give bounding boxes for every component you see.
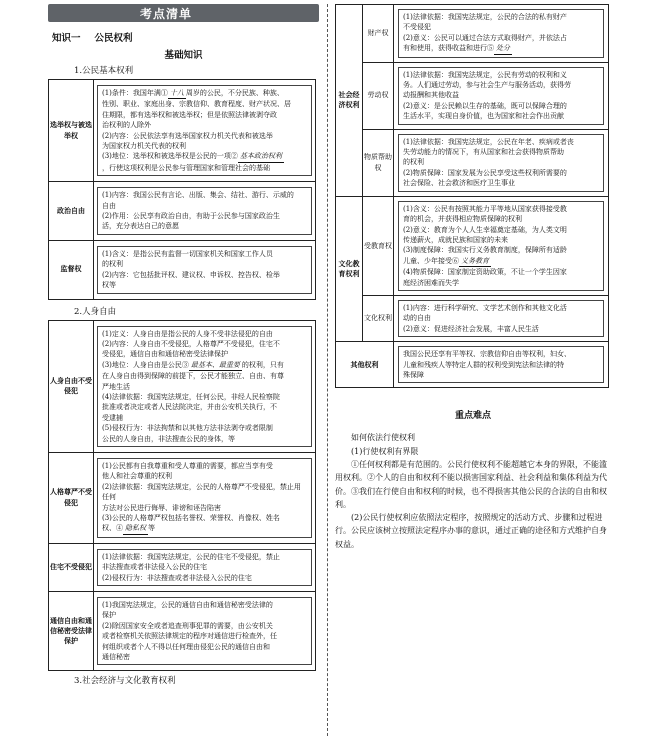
left-column [48,4,319,689]
rights-table [335,4,609,388]
content-line: 传递薪火，成就民族和国家的未来 [403,235,508,244]
content-line: (2)意义：是公民赖以生存的基础，既可以保障合理的 [403,101,567,110]
content-line: (1)法律依据：我国宪法规定，公民在年老、疾病或者丧 [403,137,574,146]
row-content [94,452,316,543]
content-line [102,360,307,371]
sub-category: 劳动权 [363,62,394,129]
content-line: 活，充分表达自己的意愿 [102,222,179,231]
sub-category: 文化权利 [363,295,394,341]
line-text: 的权利，只有 [241,360,284,369]
content-line: (2)内容：它包括批评权、建议权、申诉权、控告权、检举 [102,270,280,279]
content-line: 治权利的人除外 [102,121,151,130]
content-line: 他人和社会尊重的权利 [102,472,172,481]
table-row [336,196,609,295]
content-line: (4)物质保障：国家制定资助政策，不让一个学生因家 [403,268,567,277]
row-category: 通信自由和通信秘密受法律保护 [49,592,94,671]
content-line: 公民的人身自由，非法搜查公民的身体，等 [102,434,235,443]
content-box [97,549,312,586]
content-line: (5)侵权行为：非法拘禁和以其他方法非法剥夺或者限制 [102,424,273,433]
content-line: (2)意义：促进经济社会发展，丰富人民生活 [403,324,539,333]
row-category: 其他权利 [336,342,394,388]
content-line: 的权利 [102,260,123,269]
row-content [394,196,609,295]
section1-title: 1.公民基本权利 [74,66,134,76]
content-line: (3)制度保障：我国实行义务教育制度，保障所有适龄 [403,246,567,255]
row-category: 政治自由 [49,182,94,241]
table-row [49,543,316,591]
paragraph: ①任何权利都是有范围的。公民行使权利不能超越它本身的界限，不能滥用权利。②个人的自由和权利不能以损害国家利益、社会利益和集体利益为代价。③我们在行使自由和权利的时候，也不得损害其他公民的合法的自由和权利。 [335,459,607,509]
content-box [398,134,604,192]
content-box [97,597,312,665]
section2-table [48,320,316,672]
content-line: 方法对公民进行侮辱、诽谤和诬告陷害 [102,503,221,512]
content-box [97,326,312,447]
content-line: 庭经济困难而失学 [403,278,459,287]
row-category: 人身自由不受侵犯 [49,320,94,452]
knowledge-label: 知识一 [52,33,81,44]
row-content [394,342,609,388]
content-line: 保护 [102,611,116,620]
content-line: (1)内容：我国公民有言论、出版、集会、结社、游行、示威的 [102,191,294,200]
key-points-title: 重点难点 [454,411,491,422]
knowledge-heading [52,30,319,44]
content-line: 动的自由 [403,314,431,323]
row-content [94,240,316,299]
section3-title: 3.社会经济与文化教育权利 [74,676,176,687]
content-line: 殊保障 [403,370,424,379]
paragraph: (1)行使权利有界限 [351,446,419,456]
content-box [398,300,604,337]
group-category: 社会经济权利 [336,5,363,197]
content-box [398,346,604,383]
row-content [94,592,316,671]
line-text: 等 [148,524,155,533]
answer-blank: 隐私权 [123,523,148,534]
content-line: 不受侵犯 [403,23,431,32]
basic-knowledge-title: 基础知识 [164,50,203,61]
content-line: (2)法律依据：我国宪法规定，公民的人格尊严不受侵犯，禁止用任何 [102,482,301,502]
answer-blank: 最基本、最重要 [189,360,242,371]
paragraph: 如何依法行使权利 [351,433,415,443]
row-content [394,129,609,196]
content-line: (2)内容：公民依法享有选举国家权力机关代表和被选举 [102,131,273,140]
row-category: 监督权 [49,240,94,299]
table-row [336,295,609,341]
content-line [102,88,307,99]
group-category: 文化教育权利 [336,196,363,341]
row-content [394,62,609,129]
sub-category: 受教育权 [363,196,394,295]
row-category: 人格尊严不受侵犯 [49,452,94,543]
content-box [97,187,312,235]
content-line: 住期限，都有选举权和被选举权；但是依照法律被剥夺政 [102,110,277,119]
content-line: (2)意义：公民可以通过合法方式取得财产，并依法占 [403,33,567,42]
row-content [94,320,316,452]
content-line [102,523,307,534]
line-text: (1)条件：我国年满① [102,89,168,97]
content-line: (1)法律依据：我国宪法规定，公民的住宅不受侵犯，禁止 [102,552,280,561]
row-content [94,182,316,241]
banner [48,4,319,22]
content-line [102,151,307,162]
content-line: 性别、职业、家庭出身、宗教信仰、教育程度、财产状况、居 [102,100,291,109]
content-box [97,458,312,538]
content-line: (2)侵权行为：非法搜查或者非法侵入公民的住宅 [102,573,252,582]
table-row [49,240,316,299]
content-line: 严地生活 [102,382,130,391]
content-line: 育的机会，并获得相应物质保障的权利 [403,215,522,224]
line-text: (3)地位：选举权和被选举权是公民的一项② [102,152,238,161]
content-line: (1)法律依据：我国宪法规定，公民的合法的私有财产 [403,13,567,21]
content-line: (4)法律依据：我国宪法规定，任何公民，非经人民检察院 [102,392,280,401]
row-content [94,80,316,182]
section2-title: 2.人身自由 [74,306,117,317]
right-column [335,4,611,551]
answer-blank: 基本政治权利 [238,151,284,162]
content-line: 或者检察机关依照法律规定的程序对通信进行检查外，任 [102,632,277,641]
content-line: 儿童和残疾人等特定人群的权利受到宪法和法律的特 [403,360,564,369]
content-line: 社会保险、社会救济和医疗卫生事业 [403,179,515,188]
content-box [398,67,604,125]
row-content [394,5,609,63]
content-line: 自由 [102,201,116,210]
content-line: (2)物质保障：国家发展为公民享受这些权利所需要的 [403,168,567,177]
content-line [403,43,599,54]
line-text: 有和使用，获得收益和进行⑤ [403,44,494,53]
content-line: (2)内容：人身自由不受侵犯，人格尊严不受侵犯，住宅不 [102,339,280,348]
sub-category: 物质帮助权 [363,129,394,196]
content-line: (1)内容：进行科学研究、文学艺术创作和其他文化活 [403,303,567,312]
table-row [336,5,609,63]
content-line: 批准或者决定或者人民法院决定，并由公安机关执行，不 [102,403,277,412]
content-line: 失劳动能力的情况下，有从国家和社会获得物质帮助 [403,148,564,157]
key-points-body [335,431,611,551]
content-box [97,246,312,294]
content-line: (1)公民都有自我尊重和受人尊重的需要，都应当享有受 [102,461,273,470]
content-line: 在人身自由得到保障的前提下，公民才能独立、自由、有尊 [102,372,284,381]
content-box [398,201,604,291]
table-row [336,342,609,388]
content-line: (1)法律依据：我国宪法规定，公民有劳动的权利和义 [403,70,567,79]
table-row [49,452,316,543]
banner-title: 考点清单 [140,7,193,21]
line-text: 权、④ [102,524,123,533]
line-text: 周岁的公民，不分民族、种族、 [185,89,284,97]
content-line: 受逮捕 [102,413,123,422]
table-row [336,129,609,196]
row-content [94,543,316,591]
line-text: 儿童、少年接受⑥ [403,256,459,265]
column-divider [327,4,328,736]
paragraph: (2)公民行使权利应依照法定程序，按照规定的活动方式、步骤和过程进行。公民应该树立按照法定程序办事的意识，通过正确的途径和方式维护自身权益。 [335,513,607,549]
row-content [394,295,609,341]
content-line: 我国公民还享有平等权、宗教信仰自由等权利，妇女、 [403,350,571,359]
content-line: (1)含义：公民有按照其能力平等地从国家获得接受教 [403,204,567,213]
content-box [398,9,604,58]
line-text: (3)地位：人身自由是公民③ [102,360,189,369]
content-line: (2)意义：教育为个人人生幸福奠定基础，为人类文明 [403,225,567,234]
table-row [49,80,316,182]
content-line: (1)我国宪法规定，公民的通信自由和通信秘密受法律的 [102,601,273,610]
content-line: 的权利 [403,158,424,167]
table-row [49,320,316,452]
table-row [336,62,609,129]
content-box [97,85,312,176]
table-row [49,592,316,671]
answer-blank: 十八 [168,88,186,99]
content-line: (1)定义：人身自由是指公民的人身不受非法侵犯的自由 [102,329,273,338]
sub-category: 财产权 [363,5,394,63]
section1-table [48,79,316,300]
content-line: (1)含义：是指公民有监督一切国家机关和国家工作人员 [102,249,273,258]
row-category: 选举权与被选举权 [49,80,94,182]
content-line: (3)公民的人格尊严权包括名誉权、荣誉权、肖像权、姓名 [102,514,280,522]
content-line: 通信秘密 [102,653,130,662]
content-line [403,256,599,267]
content-line: 务。人们通过劳动，参与社会生产与服务活动，获得劳 [403,81,571,90]
content-line: (2)作用：公民享有政治自由，有助于公民参与国家政治生 [102,212,280,221]
content-line: 为国家权力机关代表的权利 [102,142,186,151]
answer-blank: 处分 [494,43,512,54]
content-line: 生活水平，实现自身价值，也为国家和社会作出贡献 [403,112,564,121]
content-line: 动报酬和其他收益 [403,91,459,100]
knowledge-title: 公民权利 [94,33,133,44]
content-line: 权等 [102,281,116,290]
content-line: ，行使这项权利是公民参与管理国家和管理社会的基础 [102,163,270,172]
content-line: (2)除因国家安全或者追查刑事犯罪的需要，由公安机关 [102,621,273,630]
table-row [49,182,316,241]
content-line: 非法搜查或者非法侵入公民的住宅 [102,563,207,572]
row-category: 住宅不受侵犯 [49,543,94,591]
content-line: 何组织或者个人不得以任何理由侵犯公民的通信自由和 [102,642,270,651]
content-line: 受侵犯，通信自由和通信秘密受法律保护 [102,350,228,359]
answer-blank: 义务教育 [459,256,491,267]
